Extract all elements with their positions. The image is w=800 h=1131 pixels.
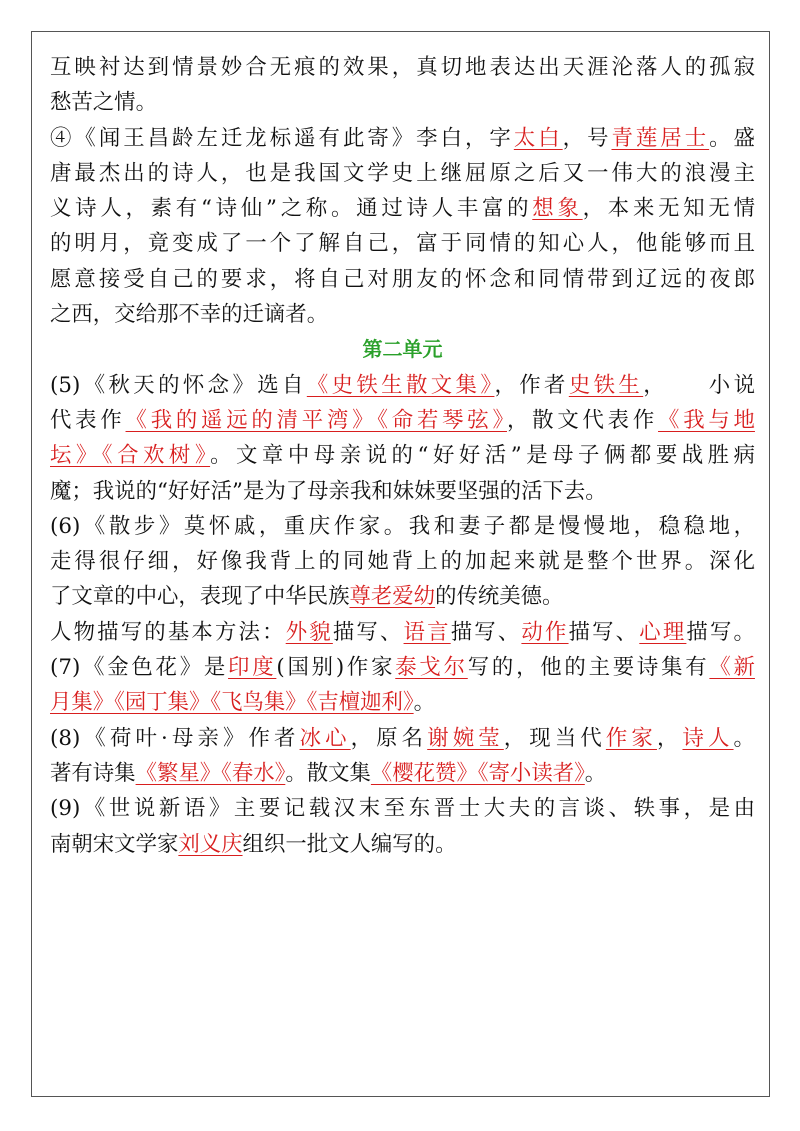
text: ，散文代表作: [506, 407, 659, 433]
text: ， 小说: [643, 372, 755, 398]
text-line: [50, 756, 755, 791]
text-line: [50, 438, 755, 473]
answer-blank: 史铁生: [568, 372, 644, 398]
text: 。盛: [709, 125, 755, 151]
text: 愁苦之情。: [50, 90, 157, 116]
text-line: [50, 85, 755, 120]
text-line: [50, 191, 755, 226]
text: (国别)作家: [276, 655, 396, 681]
text: 的传统美德。: [435, 584, 564, 610]
answer-blank: 印度: [228, 655, 277, 681]
text: ，: [656, 725, 683, 751]
text-line: [50, 226, 755, 261]
text-line: [50, 50, 755, 85]
text-line: [50, 579, 755, 614]
text: 义诗人，素有“诗仙”之称。通过诗人丰富的: [50, 196, 533, 222]
text: (6)《散步》莫怀戚，重庆作家。我和妻子都是慢慢地，稳稳地，: [50, 513, 755, 539]
text: 互映衬达到情景妙合无痕的效果，真切地表达出天涯沦落人的孤寂: [50, 55, 755, 80]
text: (7)《金色花》是: [50, 655, 229, 681]
text: 。: [413, 690, 436, 716]
answer-blank: 想象: [532, 196, 583, 222]
text-line: [50, 474, 755, 509]
answer-blank: 《繁星》《春水》: [135, 760, 286, 786]
answer-blank: 心理: [639, 619, 687, 645]
text: 魔；我说的“好好活”是为了母亲我和妹妹要坚强的活下去。: [50, 478, 607, 504]
answer-blank: 冰心: [299, 725, 351, 751]
text: 描写、: [332, 619, 404, 645]
answer-blank: 《史铁生散文集》: [306, 372, 495, 398]
text: 愿意接受自己的要求，将自己对朋友的怀念和同情带到辽远的夜郎: [50, 266, 755, 292]
text: 组织一批文人编写的。: [242, 831, 457, 857]
document-body: [50, 50, 755, 862]
text: 著有诗集: [50, 760, 136, 786]
text: ，原名: [350, 725, 428, 751]
answer-blank: 刘义庆: [178, 831, 243, 857]
text: (5)《秋天的怀念》选自: [50, 372, 307, 398]
answer-blank: 外貌: [285, 619, 333, 645]
heading-text: 第二单元: [362, 337, 443, 362]
text: 描写、: [568, 619, 640, 645]
text-line: [50, 509, 755, 544]
answer-blank: 动作: [521, 619, 569, 645]
text: 之西，交给那不幸的迁谪者。: [50, 302, 329, 328]
text: 了文章的中心，表现了中华民族: [50, 584, 350, 610]
text: 写的，他的主要诗集有: [467, 655, 710, 681]
text: ，现当代: [503, 725, 606, 751]
answer-blank: 坛》《合欢树》: [50, 443, 211, 469]
answer-blank: 《新: [709, 655, 755, 681]
answer-blank: 谢婉莹: [427, 725, 504, 751]
text: ④《闻王昌龄左迁龙标遥有此寄》李白，字: [50, 125, 514, 151]
text: (8)《荷叶·母亲》作者: [50, 725, 300, 751]
text-line: [50, 403, 755, 438]
text: 的明月，竟变成了一个了解自己，富于同情的知心人，他能够而且: [50, 231, 755, 257]
text: 走得很仔细，好像我背上的同她背上的加起来就是整个世界。深化: [50, 549, 755, 575]
text: ，作者: [494, 372, 569, 398]
text-line: [50, 827, 755, 862]
text-line: [50, 121, 755, 156]
text-line: [50, 262, 755, 297]
text: 人物描写的基本方法：: [50, 619, 286, 645]
section-heading: [50, 332, 755, 367]
text: 。: [584, 760, 607, 786]
text-line: [50, 721, 755, 756]
text-line: [50, 791, 755, 826]
text-line: [50, 685, 755, 720]
answer-blank: 青莲居士: [611, 125, 710, 151]
answer-blank: 《我与地: [658, 407, 755, 433]
text: 。散文集: [285, 760, 371, 786]
text: 唐最杰出的诗人，也是我国文学史上继屈原之后又一伟大的浪漫主: [50, 160, 755, 186]
answer-blank: 尊老爱幼: [349, 584, 436, 610]
text: (9)《世说新语》主要记载汉末至东晋士大夫的言谈、轶事，是由: [50, 796, 755, 822]
answer-blank: 太白: [513, 125, 563, 151]
text: ，号: [562, 125, 612, 151]
answer-blank: 泰戈尔: [395, 655, 468, 681]
text: 。: [733, 725, 755, 751]
answer-blank: 语言: [403, 619, 451, 645]
answer-blank: 诗人: [682, 725, 734, 751]
text: ，本来无知无情: [582, 196, 755, 222]
answer-blank: 《我的遥远的清平湾》《命若琴弦》: [125, 407, 507, 433]
answer-blank: 作家: [605, 725, 657, 751]
answer-blank: 《樱花赞》《寄小读者》: [370, 760, 585, 786]
answer-blank: 月集》《园丁集》《飞鸟集》《吉檀迦利》: [50, 690, 414, 716]
text-line: [50, 156, 755, 191]
text-line: [50, 544, 755, 579]
text: 南朝宋文学家: [50, 831, 179, 857]
text-line: [50, 297, 755, 332]
text: 。文章中母亲说的“好好活”是母子俩都要战胜病: [210, 443, 755, 469]
text-line: [50, 368, 755, 403]
text-line: [50, 615, 755, 650]
text: 代表作: [50, 407, 126, 433]
text: 描写、: [450, 619, 522, 645]
text-line: [50, 650, 755, 685]
text: 描写。: [686, 619, 755, 645]
